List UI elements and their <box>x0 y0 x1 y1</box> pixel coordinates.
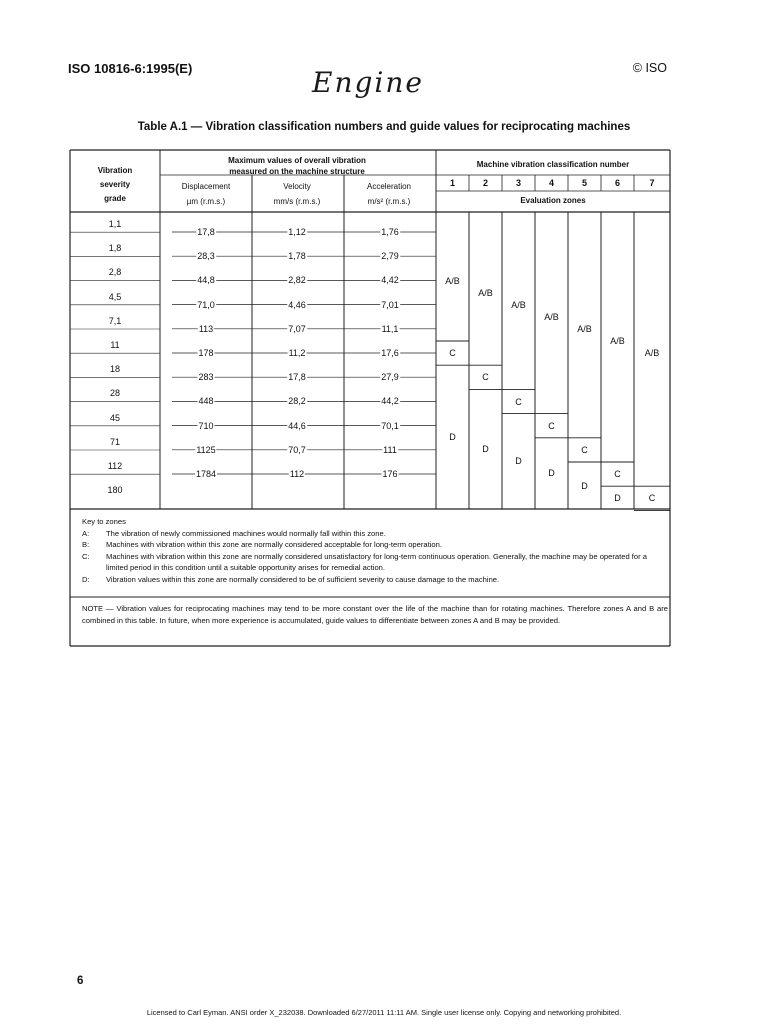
classification-header: Machine vibration classification number <box>476 160 630 169</box>
zone-cell: C <box>614 469 621 480</box>
key-text: Vibration values within this zone are normally considered to be of sufficient severity to cause damage to the machine. <box>106 574 500 584</box>
key-text: Machines with vibration within this zone are normally considered acceptable for long-term operation. <box>106 540 442 549</box>
severity-grade: 1,1 <box>108 219 122 229</box>
zone-cell: A/B <box>445 275 460 286</box>
zone-cell: D <box>614 492 621 503</box>
velocity-unit: mm/s (r.m.s.) <box>273 197 321 206</box>
acceleration-value: 17,6 <box>381 348 399 358</box>
displacement-unit: µm (r.m.s.) <box>186 197 226 206</box>
page-number: 6 <box>77 975 84 987</box>
severity-grade: 18 <box>109 364 121 375</box>
acceleration-value: 176 <box>382 469 398 479</box>
document-id: ISO 10816-6:1995(E) <box>68 61 193 76</box>
acceleration-value: 4,42 <box>381 275 399 286</box>
copyright-mark: © ISO <box>632 61 667 75</box>
zone-cell: A/B <box>478 287 493 298</box>
zone-cell: A/B <box>544 311 559 322</box>
displacement-value: 28,3 <box>197 251 215 262</box>
velocity-value: 11,2 <box>288 348 306 358</box>
acceleration-header: Acceleration <box>366 182 412 191</box>
severity-grade: 7,1 <box>108 315 122 326</box>
key-item-c <box>82 551 667 574</box>
acceleration-value: 1,76 <box>381 227 399 237</box>
zone-cell: D <box>581 480 588 491</box>
key-letter: C: <box>82 551 90 561</box>
displacement-value: 44,8 <box>197 275 215 286</box>
zone-cell: D <box>515 456 522 467</box>
key-letter: B: <box>82 540 90 549</box>
velocity-value: 2,82 <box>288 275 306 286</box>
velocity-value: 7,07 <box>288 323 306 334</box>
displacement-value: 178 <box>198 348 214 358</box>
zone-cell: A/B <box>644 348 660 359</box>
acceleration-value: 11,1 <box>381 323 399 334</box>
acceleration-value: 111 <box>383 444 397 455</box>
velocity-value: 1,12 <box>288 227 306 237</box>
class-number: 6 <box>614 178 621 188</box>
key-letter: A: <box>82 528 90 538</box>
severity-grade: 4,5 <box>108 291 122 302</box>
zone-cell: C <box>581 444 588 455</box>
key-text: The vibration of newly commissioned machines would normally fall within this zone. <box>106 528 386 538</box>
severity-grade: 45 <box>109 412 121 423</box>
zone-cell: D <box>548 468 555 479</box>
displacement-value: 283 <box>198 372 214 383</box>
zone-cell: A/B <box>511 299 526 310</box>
severity-grade: 11 <box>110 340 120 350</box>
grade-header-line-2: severity <box>99 180 131 189</box>
displacement-value: 448 <box>198 396 214 407</box>
class-number: 4 <box>548 178 555 188</box>
key-item-d <box>82 574 667 586</box>
displacement-value: 1784 <box>195 469 217 479</box>
license-footer: Licensed to Carl Eyman. ANSI order X_232038. Downloaded 6/27/2011 11:11 AM. Single user license only. Copying and networking prohibited. <box>146 1008 622 1017</box>
zone-cell: C <box>482 372 489 383</box>
key-text: Machines with vibration within this zone are normally considered unsatisfactory for long-term continuous operation. Generally, the machine may be operated for a limited period in this condition until a suitable opportunity arises for remedial action. <box>106 551 647 572</box>
zone-cell: A/B <box>577 323 592 334</box>
key-item-a <box>82 528 667 540</box>
zone-cell: D <box>482 444 489 455</box>
severity-grade: 1,8 <box>108 243 122 254</box>
key-letter: D: <box>82 574 90 584</box>
acceleration-value: 44,2 <box>381 396 399 407</box>
severity-grade: 71 <box>109 436 121 447</box>
velocity-value: 1,78 <box>288 251 306 262</box>
severity-grade: 2,8 <box>108 267 122 278</box>
displacement-value: 1125 <box>196 444 216 455</box>
key-title: Key to zones <box>82 517 126 526</box>
acceleration-value: 7,01 <box>381 299 399 310</box>
table-title: Table A.1 — Vibration classification numbers and guide values for reciprocating machines <box>137 121 631 133</box>
displacement-header: Displacement <box>181 182 231 191</box>
severity-grade: 112 <box>107 461 123 471</box>
table-note: NOTE — Vibration values for reciprocating machines may tend to be more constant over the life of the machine than for rotating machines. Therefore zones A and B are combined in this table. In future, when more experience is accumulated, guide values to differentiate between zones A and B may be provided. <box>82 604 668 625</box>
zone-cell: C <box>515 396 522 407</box>
displacement-value: 17,8 <box>197 227 215 237</box>
severity-grade: 180 <box>107 485 123 496</box>
handwritten-note: Engine <box>312 66 424 99</box>
max-values-header-line-2: measured on the machine structure <box>229 167 365 176</box>
class-number: 3 <box>515 178 522 188</box>
acceleration-unit: m/s² (r.m.s.) <box>367 197 411 206</box>
velocity-value: 112 <box>289 469 305 479</box>
displacement-value: 71,0 <box>197 299 215 310</box>
velocity-value: 44,6 <box>288 420 306 431</box>
grade-header-line-1: Vibration <box>97 166 133 175</box>
max-values-header-line-1: Maximum values of overall vibration <box>228 156 366 165</box>
zone-cell: D <box>449 432 456 443</box>
class-number: 2 <box>482 178 489 188</box>
class-number: 7 <box>649 178 655 188</box>
zone-cell: A/B <box>610 336 625 346</box>
velocity-value: 4,46 <box>288 299 306 310</box>
zone-cell: C <box>548 420 555 431</box>
class-number: 1 <box>449 178 456 188</box>
key-item-b <box>82 539 667 551</box>
key-to-zones <box>82 516 667 585</box>
displacement-value: 710 <box>198 420 214 431</box>
class-number: 5 <box>581 178 588 188</box>
velocity-value: 28,2 <box>288 396 306 407</box>
velocity-value: 17,8 <box>288 372 306 383</box>
velocity-header: Velocity <box>283 182 311 191</box>
acceleration-value: 27,9 <box>381 372 399 383</box>
acceleration-value: 2,79 <box>381 251 399 262</box>
grade-header-line-3: grade <box>104 194 126 203</box>
zone-cell: C <box>648 492 656 503</box>
displacement-value: 113 <box>198 323 214 334</box>
acceleration-value: 70,1 <box>381 420 399 431</box>
severity-grade: 28 <box>109 388 121 399</box>
zone-cell: C <box>449 348 456 359</box>
velocity-value: 70,7 <box>288 444 306 455</box>
evaluation-zones-header: Evaluation zones <box>520 196 586 205</box>
